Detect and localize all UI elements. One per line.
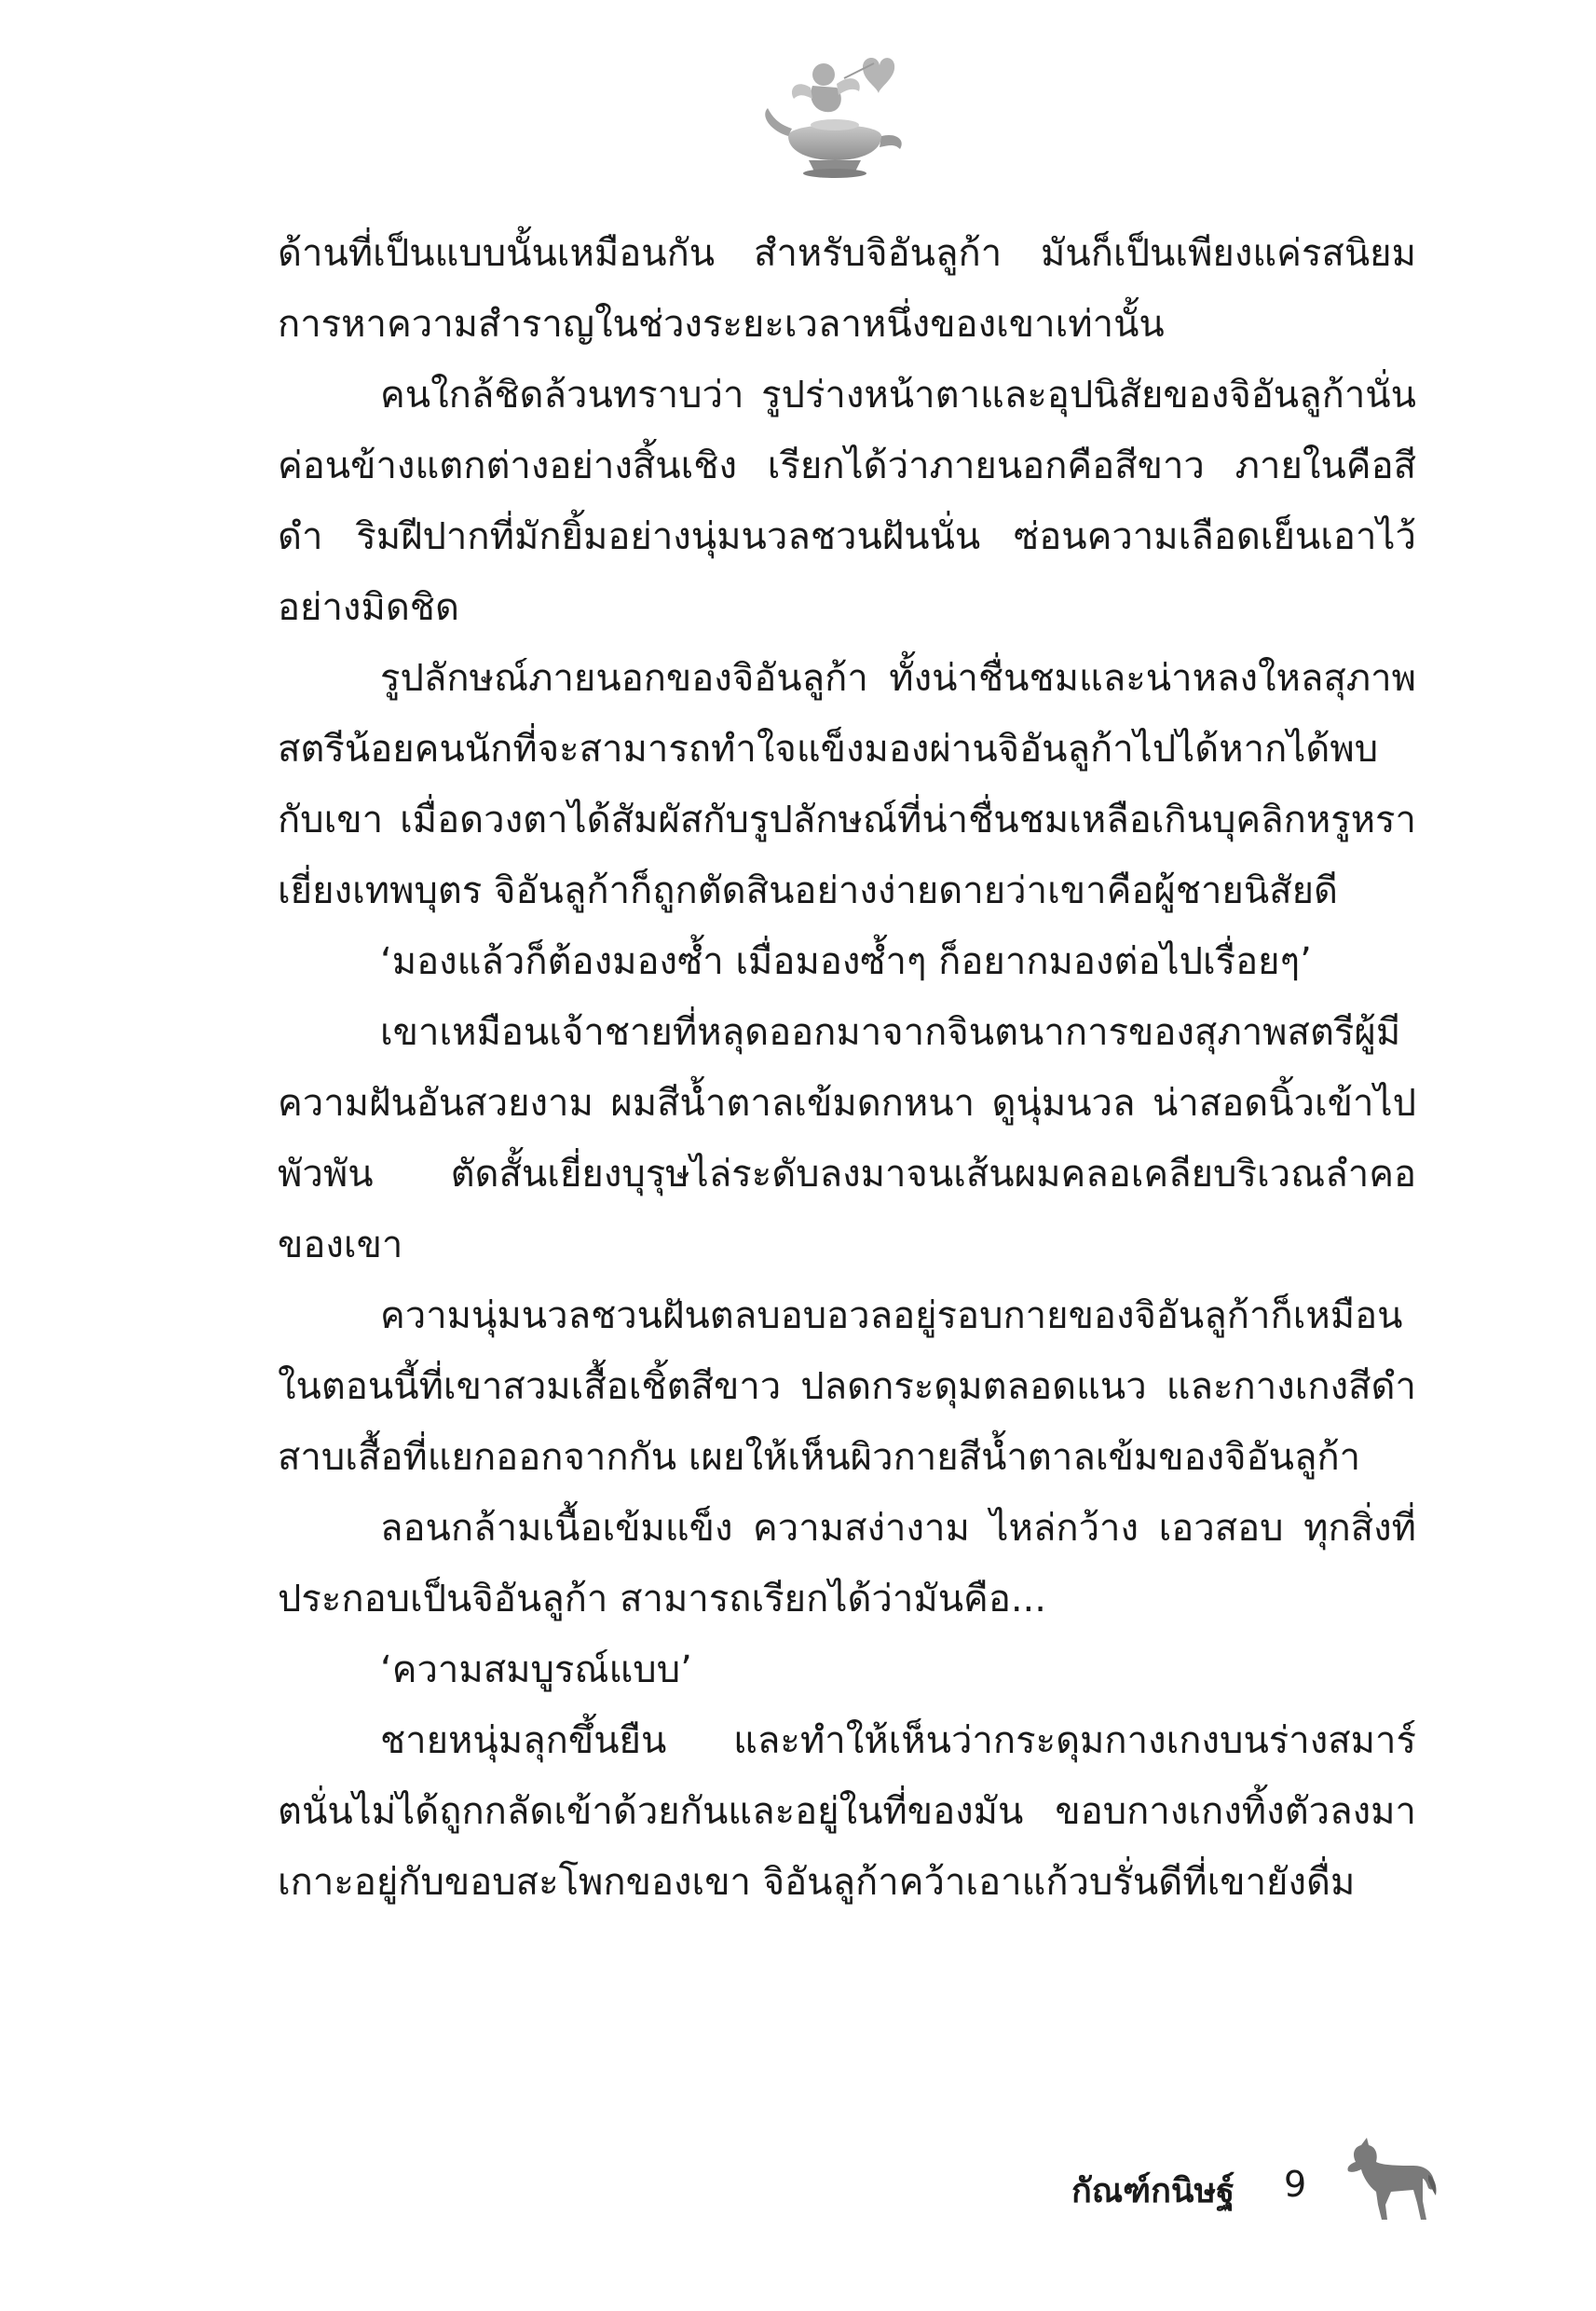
cherub-teapot-ornament-icon (751, 47, 919, 186)
page-number: 9 (1284, 2164, 1307, 2205)
quote-paragraph: ‘ความสมบูรณ์แบบ’ (380, 1648, 692, 1691)
paragraph: ลอนกล้ามเนื้อเข้มแข็ง ความสง่างาม ไหล่กว้าง เอวสอบ ทุกสิ่งที่ประกอบเป็นจิอันลูก้า สามารถเรียกได้ว่ามันคือ... (278, 1507, 1416, 1620)
body-text (278, 218, 1416, 1918)
paragraph: คนใกล้ชิดล้วนทราบว่า รูปร่างหน้าตาและอุปนิสัยของจิอันลูก้านั่นค่อนข้างแตกต่างอย่างสิ้นเชิง เรียกได้ว่าภายนอกคือสีขาว ภายในคือสีดำ ริมฝีปากที่มักยิ้มอย่างนุ่มนวลชวนฝันนั่น ซ่อนความเลือดเย็นเอาไว้อย่างมิดชิด (278, 374, 1416, 629)
page-footer (1071, 2134, 1444, 2236)
quote-paragraph: ‘มองแล้วก็ต้องมองซ้ำ เมื่อมองซ้ำๆ ก็อยากมองต่อไปเรื่อยๆ’ (380, 940, 1312, 983)
paragraph: เขาเหมือนเจ้าชายที่หลุดออกมาจากจินตนาการของสุภาพสตรีผู้มีความฝันอันสวยงาม ผมสีน้ำตาลเข้มดกหนา ดูนุ่มนวล น่าสอดนิ้วเข้าไปพัวพัน ตัดสั้นเยี่ยงบุรุษไล่ระดับลงมาจนเส้นผมคลอเคลียบริเวณลำคอของเขา (278, 1011, 1416, 1266)
paragraph: รูปลักษณ์ภายนอกของจิอันลูก้า ทั้งน่าชื่นชมและน่าหลงใหลสุภาพสตรีน้อยคนนักที่จะสามารถทำใจแข็งมองผ่านจิอันลูก้าไปได้หากได้พบกับเขา เมื่อดวงตาได้สัมผัสกับรูปลักษณ์ที่น่าชื่นชมเหลือเกินบุคลิกหรูหราเยี่ยงเทพบุตร จิอันลูก้าก็ถูกตัดสินอย่างง่ายดายว่าเขาคือผู้ชายนิสัยดี (278, 657, 1416, 912)
book-title: กัณฑ์กนิษฐ์ (1071, 2172, 1235, 2210)
paragraph: ด้านที่เป็นแบบนั้นเหมือนกัน สำหรับจิอันลูก้า มันก็เป็นเพียงแค่รสนิยมการหาความสำราญในช่วงระยะเวลาหนึ่งของเขาเท่านั้น (278, 232, 1416, 346)
paragraph: ชายหนุ่มลุกขึ้นยืน และทำให้เห็นว่ากระดุมกางเกงบนร่างสมาร์ตนั่นไม่ได้ถูกกลัดเข้าด้วยกันและอยู่ในที่ของมัน ขอบกางเกงทิ้งตัวลงมาเกาะอยู่กับขอบสะโพกของเขา จิอันลูก้าคว้าเอาแก้วบรั่นดีที่เขายังดื่ม (278, 1719, 1416, 1904)
horse-icon (1335, 2134, 1439, 2227)
paragraph: ความนุ่มนวลชวนฝันตลบอบอวลอยู่รอบกายของจิอันลูก้าก็เหมือนในตอนนี้ที่เขาสวมเสื้อเชิ้ตสีขาว ปลดกระดุมตลอดแนว และกางเกงสีดำ สาบเสื้อที่แยกออกจากกัน เผยให้เห็นผิวกายสีน้ำตาลเข้มของจิอันลูก้า (278, 1294, 1416, 1479)
